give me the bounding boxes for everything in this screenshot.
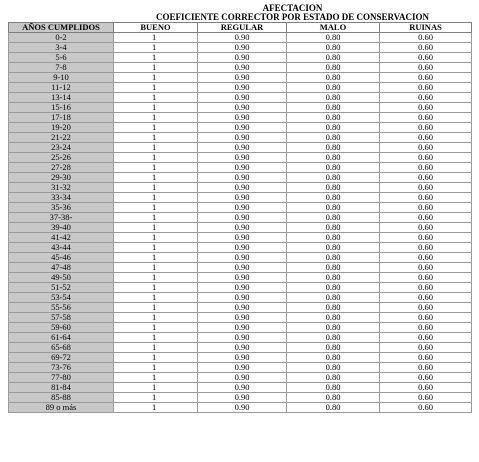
table-row <box>9 43 472 53</box>
ruinas-cell: 0.60 <box>380 213 472 223</box>
table-row <box>9 183 472 193</box>
years-cell: 31-32 <box>9 183 114 193</box>
ruinas-cell: 0.60 <box>380 153 472 163</box>
ruinas-cell: 0.60 <box>380 223 472 233</box>
bueno-cell: 1 <box>114 313 198 323</box>
years-cell: 13-14 <box>9 93 114 103</box>
regular-cell: 0.90 <box>198 273 287 283</box>
ruinas-cell: 0.60 <box>380 383 472 393</box>
years-cell: 19-20 <box>9 123 114 133</box>
ruinas-cell: 0.60 <box>380 403 472 413</box>
malo-cell: 0.80 <box>287 373 380 383</box>
table-row <box>9 243 472 253</box>
bueno-cell: 1 <box>114 173 198 183</box>
years-cell: 57-58 <box>9 313 114 323</box>
ruinas-cell: 0.60 <box>380 33 472 43</box>
years-cell: 7-8 <box>9 63 114 73</box>
regular-cell: 0.90 <box>198 153 287 163</box>
ruinas-cell: 0.60 <box>380 313 472 323</box>
malo-cell: 0.80 <box>287 93 380 103</box>
table-row <box>9 93 472 103</box>
ruinas-cell: 0.60 <box>380 343 472 353</box>
ruinas-cell: 0.60 <box>380 173 472 183</box>
malo-cell: 0.80 <box>287 183 380 193</box>
table-row <box>9 353 472 363</box>
bueno-cell: 1 <box>114 93 198 103</box>
malo-cell: 0.80 <box>287 133 380 143</box>
ruinas-cell: 0.60 <box>380 83 472 93</box>
table-row <box>9 373 472 383</box>
table-row <box>9 223 472 233</box>
regular-cell: 0.90 <box>198 163 287 173</box>
bueno-cell: 1 <box>114 163 198 173</box>
title-row-2 <box>9 13 472 23</box>
ruinas-cell: 0.60 <box>380 323 472 333</box>
years-cell: 47-48 <box>9 263 114 273</box>
regular-cell: 0.90 <box>198 103 287 113</box>
regular-cell: 0.90 <box>198 223 287 233</box>
ruinas-cell: 0.60 <box>380 193 472 203</box>
malo-cell: 0.80 <box>287 143 380 153</box>
malo-cell: 0.80 <box>287 233 380 243</box>
coefficient-sheet <box>8 4 471 413</box>
column-header-bueno: BUENO <box>114 23 198 33</box>
ruinas-cell: 0.60 <box>380 233 472 243</box>
regular-cell: 0.90 <box>198 383 287 393</box>
malo-cell: 0.80 <box>287 403 380 413</box>
ruinas-cell: 0.60 <box>380 333 472 343</box>
regular-cell: 0.90 <box>198 263 287 273</box>
bueno-cell: 1 <box>114 63 198 73</box>
bueno-cell: 1 <box>114 153 198 163</box>
years-cell: 0-2 <box>9 33 114 43</box>
malo-cell: 0.80 <box>287 283 380 293</box>
bueno-cell: 1 <box>114 273 198 283</box>
bueno-cell: 1 <box>114 383 198 393</box>
table-row <box>9 293 472 303</box>
table-row <box>9 83 472 93</box>
regular-cell: 0.90 <box>198 253 287 263</box>
ruinas-cell: 0.60 <box>380 203 472 213</box>
table-row <box>9 53 472 63</box>
ruinas-cell: 0.60 <box>380 183 472 193</box>
regular-cell: 0.90 <box>198 133 287 143</box>
malo-cell: 0.80 <box>287 243 380 253</box>
ruinas-cell: 0.60 <box>380 273 472 283</box>
bueno-cell: 1 <box>114 333 198 343</box>
years-cell: 25-26 <box>9 153 114 163</box>
malo-cell: 0.80 <box>287 53 380 63</box>
ruinas-cell: 0.60 <box>380 293 472 303</box>
table-row <box>9 103 472 113</box>
bueno-cell: 1 <box>114 143 198 153</box>
table-row <box>9 303 472 313</box>
bueno-cell: 1 <box>114 373 198 383</box>
ruinas-cell: 0.60 <box>380 373 472 383</box>
malo-cell: 0.80 <box>287 383 380 393</box>
coefficient-table <box>8 4 472 413</box>
years-cell: 69-72 <box>9 353 114 363</box>
ruinas-cell: 0.60 <box>380 123 472 133</box>
table-row <box>9 233 472 243</box>
years-cell: 55-56 <box>9 303 114 313</box>
regular-cell: 0.90 <box>198 83 287 93</box>
regular-cell: 0.90 <box>198 363 287 373</box>
regular-cell: 0.90 <box>198 283 287 293</box>
table-row <box>9 393 472 403</box>
malo-cell: 0.80 <box>287 113 380 123</box>
bueno-cell: 1 <box>114 263 198 273</box>
table-row <box>9 383 472 393</box>
malo-cell: 0.80 <box>287 323 380 333</box>
ruinas-cell: 0.60 <box>380 163 472 173</box>
years-cell: 23-24 <box>9 143 114 153</box>
table-row <box>9 323 472 333</box>
years-cell: 37-38- <box>9 213 114 223</box>
regular-cell: 0.90 <box>198 233 287 243</box>
bueno-cell: 1 <box>114 133 198 143</box>
years-cell: 43-44 <box>9 243 114 253</box>
regular-cell: 0.90 <box>198 183 287 193</box>
regular-cell: 0.90 <box>198 193 287 203</box>
bueno-cell: 1 <box>114 83 198 93</box>
table-row <box>9 313 472 323</box>
years-cell: 53-54 <box>9 293 114 303</box>
column-header-ruinas: RUINAS <box>380 23 472 33</box>
table-row <box>9 363 472 373</box>
ruinas-cell: 0.60 <box>380 353 472 363</box>
bueno-cell: 1 <box>114 213 198 223</box>
years-cell: 59-60 <box>9 323 114 333</box>
malo-cell: 0.80 <box>287 273 380 283</box>
years-cell: 61-64 <box>9 333 114 343</box>
ruinas-cell: 0.60 <box>380 63 472 73</box>
years-cell: 51-52 <box>9 283 114 293</box>
malo-cell: 0.80 <box>287 343 380 353</box>
regular-cell: 0.90 <box>198 63 287 73</box>
malo-cell: 0.80 <box>287 63 380 73</box>
ruinas-cell: 0.60 <box>380 363 472 373</box>
bueno-cell: 1 <box>114 363 198 373</box>
regular-cell: 0.90 <box>198 73 287 83</box>
ruinas-cell: 0.60 <box>380 113 472 123</box>
bueno-cell: 1 <box>114 243 198 253</box>
bueno-cell: 1 <box>114 73 198 83</box>
regular-cell: 0.90 <box>198 113 287 123</box>
regular-cell: 0.90 <box>198 333 287 343</box>
years-cell: 27-28 <box>9 163 114 173</box>
bueno-cell: 1 <box>114 43 198 53</box>
bueno-cell: 1 <box>114 193 198 203</box>
table-row <box>9 203 472 213</box>
bueno-cell: 1 <box>114 343 198 353</box>
regular-cell: 0.90 <box>198 93 287 103</box>
regular-cell: 0.90 <box>198 393 287 403</box>
table-row <box>9 123 472 133</box>
malo-cell: 0.80 <box>287 253 380 263</box>
years-cell: 29-30 <box>9 173 114 183</box>
ruinas-cell: 0.60 <box>380 243 472 253</box>
regular-cell: 0.90 <box>198 303 287 313</box>
table-row <box>9 73 472 83</box>
malo-cell: 0.80 <box>287 193 380 203</box>
bueno-cell: 1 <box>114 223 198 233</box>
regular-cell: 0.90 <box>198 123 287 133</box>
malo-cell: 0.80 <box>287 393 380 403</box>
malo-cell: 0.80 <box>287 223 380 233</box>
malo-cell: 0.80 <box>287 163 380 173</box>
malo-cell: 0.80 <box>287 43 380 53</box>
ruinas-cell: 0.60 <box>380 303 472 313</box>
bueno-cell: 1 <box>114 353 198 363</box>
malo-cell: 0.80 <box>287 153 380 163</box>
table-row <box>9 403 472 413</box>
regular-cell: 0.90 <box>198 373 287 383</box>
ruinas-cell: 0.60 <box>380 73 472 83</box>
malo-cell: 0.80 <box>287 353 380 363</box>
column-header-malo: MALO <box>287 23 380 33</box>
table-row <box>9 113 472 123</box>
ruinas-cell: 0.60 <box>380 93 472 103</box>
table-row <box>9 333 472 343</box>
regular-cell: 0.90 <box>198 323 287 333</box>
years-cell: 9-10 <box>9 73 114 83</box>
table-row <box>9 283 472 293</box>
table-row <box>9 33 472 43</box>
bueno-cell: 1 <box>114 183 198 193</box>
bueno-cell: 1 <box>114 203 198 213</box>
regular-cell: 0.90 <box>198 213 287 223</box>
table-row <box>9 213 472 223</box>
regular-cell: 0.90 <box>198 43 287 53</box>
years-cell: 77-80 <box>9 373 114 383</box>
bueno-cell: 1 <box>114 323 198 333</box>
ruinas-cell: 0.60 <box>380 263 472 273</box>
years-cell: 3-4 <box>9 43 114 53</box>
ruinas-cell: 0.60 <box>380 283 472 293</box>
bueno-cell: 1 <box>114 233 198 243</box>
malo-cell: 0.80 <box>287 363 380 373</box>
years-cell: 39-40 <box>9 223 114 233</box>
bueno-cell: 1 <box>114 393 198 403</box>
ruinas-cell: 0.60 <box>380 253 472 263</box>
regular-cell: 0.90 <box>198 53 287 63</box>
regular-cell: 0.90 <box>198 243 287 253</box>
ruinas-cell: 0.60 <box>380 393 472 403</box>
malo-cell: 0.80 <box>287 33 380 43</box>
malo-cell: 0.80 <box>287 73 380 83</box>
malo-cell: 0.80 <box>287 83 380 93</box>
table-row <box>9 133 472 143</box>
regular-cell: 0.90 <box>198 33 287 43</box>
bueno-cell: 1 <box>114 253 198 263</box>
malo-cell: 0.80 <box>287 173 380 183</box>
bueno-cell: 1 <box>114 103 198 113</box>
malo-cell: 0.80 <box>287 213 380 223</box>
years-cell: 41-42 <box>9 233 114 243</box>
table-row <box>9 273 472 283</box>
column-header-row <box>9 23 472 33</box>
bueno-cell: 1 <box>114 33 198 43</box>
malo-cell: 0.80 <box>287 203 380 213</box>
column-header-years: AÑOS CUMPLIDOS <box>9 23 114 33</box>
malo-cell: 0.80 <box>287 333 380 343</box>
years-cell: 81-84 <box>9 383 114 393</box>
ruinas-cell: 0.60 <box>380 143 472 153</box>
regular-cell: 0.90 <box>198 343 287 353</box>
bueno-cell: 1 <box>114 53 198 63</box>
malo-cell: 0.80 <box>287 263 380 273</box>
years-cell: 11-12 <box>9 83 114 93</box>
table-row <box>9 163 472 173</box>
table-body <box>9 33 472 413</box>
bueno-cell: 1 <box>114 303 198 313</box>
years-cell: 5-6 <box>9 53 114 63</box>
years-cell: 33-34 <box>9 193 114 203</box>
regular-cell: 0.90 <box>198 143 287 153</box>
bueno-cell: 1 <box>114 113 198 123</box>
years-cell: 35-36 <box>9 203 114 213</box>
column-header-regular: REGULAR <box>198 23 287 33</box>
table-row <box>9 143 472 153</box>
years-cell: 89 o más <box>9 403 114 413</box>
bueno-cell: 1 <box>114 403 198 413</box>
table-row <box>9 173 472 183</box>
bueno-cell: 1 <box>114 293 198 303</box>
title-row-1 <box>9 4 472 13</box>
malo-cell: 0.80 <box>287 103 380 113</box>
table-row <box>9 343 472 353</box>
ruinas-cell: 0.60 <box>380 43 472 53</box>
malo-cell: 0.80 <box>287 303 380 313</box>
regular-cell: 0.90 <box>198 203 287 213</box>
years-cell: 65-68 <box>9 343 114 353</box>
regular-cell: 0.90 <box>198 353 287 363</box>
ruinas-cell: 0.60 <box>380 103 472 113</box>
table-title-line2: COEFICIENTE CORRECTOR POR ESTADO DE CONSERVACION <box>156 13 429 22</box>
malo-cell: 0.80 <box>287 293 380 303</box>
years-cell: 15-16 <box>9 103 114 113</box>
regular-cell: 0.90 <box>198 313 287 323</box>
ruinas-cell: 0.60 <box>380 53 472 63</box>
regular-cell: 0.90 <box>198 403 287 413</box>
table-row <box>9 193 472 203</box>
regular-cell: 0.90 <box>198 173 287 183</box>
table-row <box>9 63 472 73</box>
table-row <box>9 153 472 163</box>
bueno-cell: 1 <box>114 123 198 133</box>
years-cell: 85-88 <box>9 393 114 403</box>
years-cell: 73-76 <box>9 363 114 373</box>
ruinas-cell: 0.60 <box>380 133 472 143</box>
years-cell: 45-46 <box>9 253 114 263</box>
malo-cell: 0.80 <box>287 313 380 323</box>
regular-cell: 0.90 <box>198 293 287 303</box>
malo-cell: 0.80 <box>287 123 380 133</box>
years-cell: 17-18 <box>9 113 114 123</box>
years-cell: 49-50 <box>9 273 114 283</box>
bueno-cell: 1 <box>114 283 198 293</box>
table-row <box>9 253 472 263</box>
table-row <box>9 263 472 273</box>
years-cell: 21-22 <box>9 133 114 143</box>
table-title-line1: AFECTACIÓN <box>262 4 323 13</box>
